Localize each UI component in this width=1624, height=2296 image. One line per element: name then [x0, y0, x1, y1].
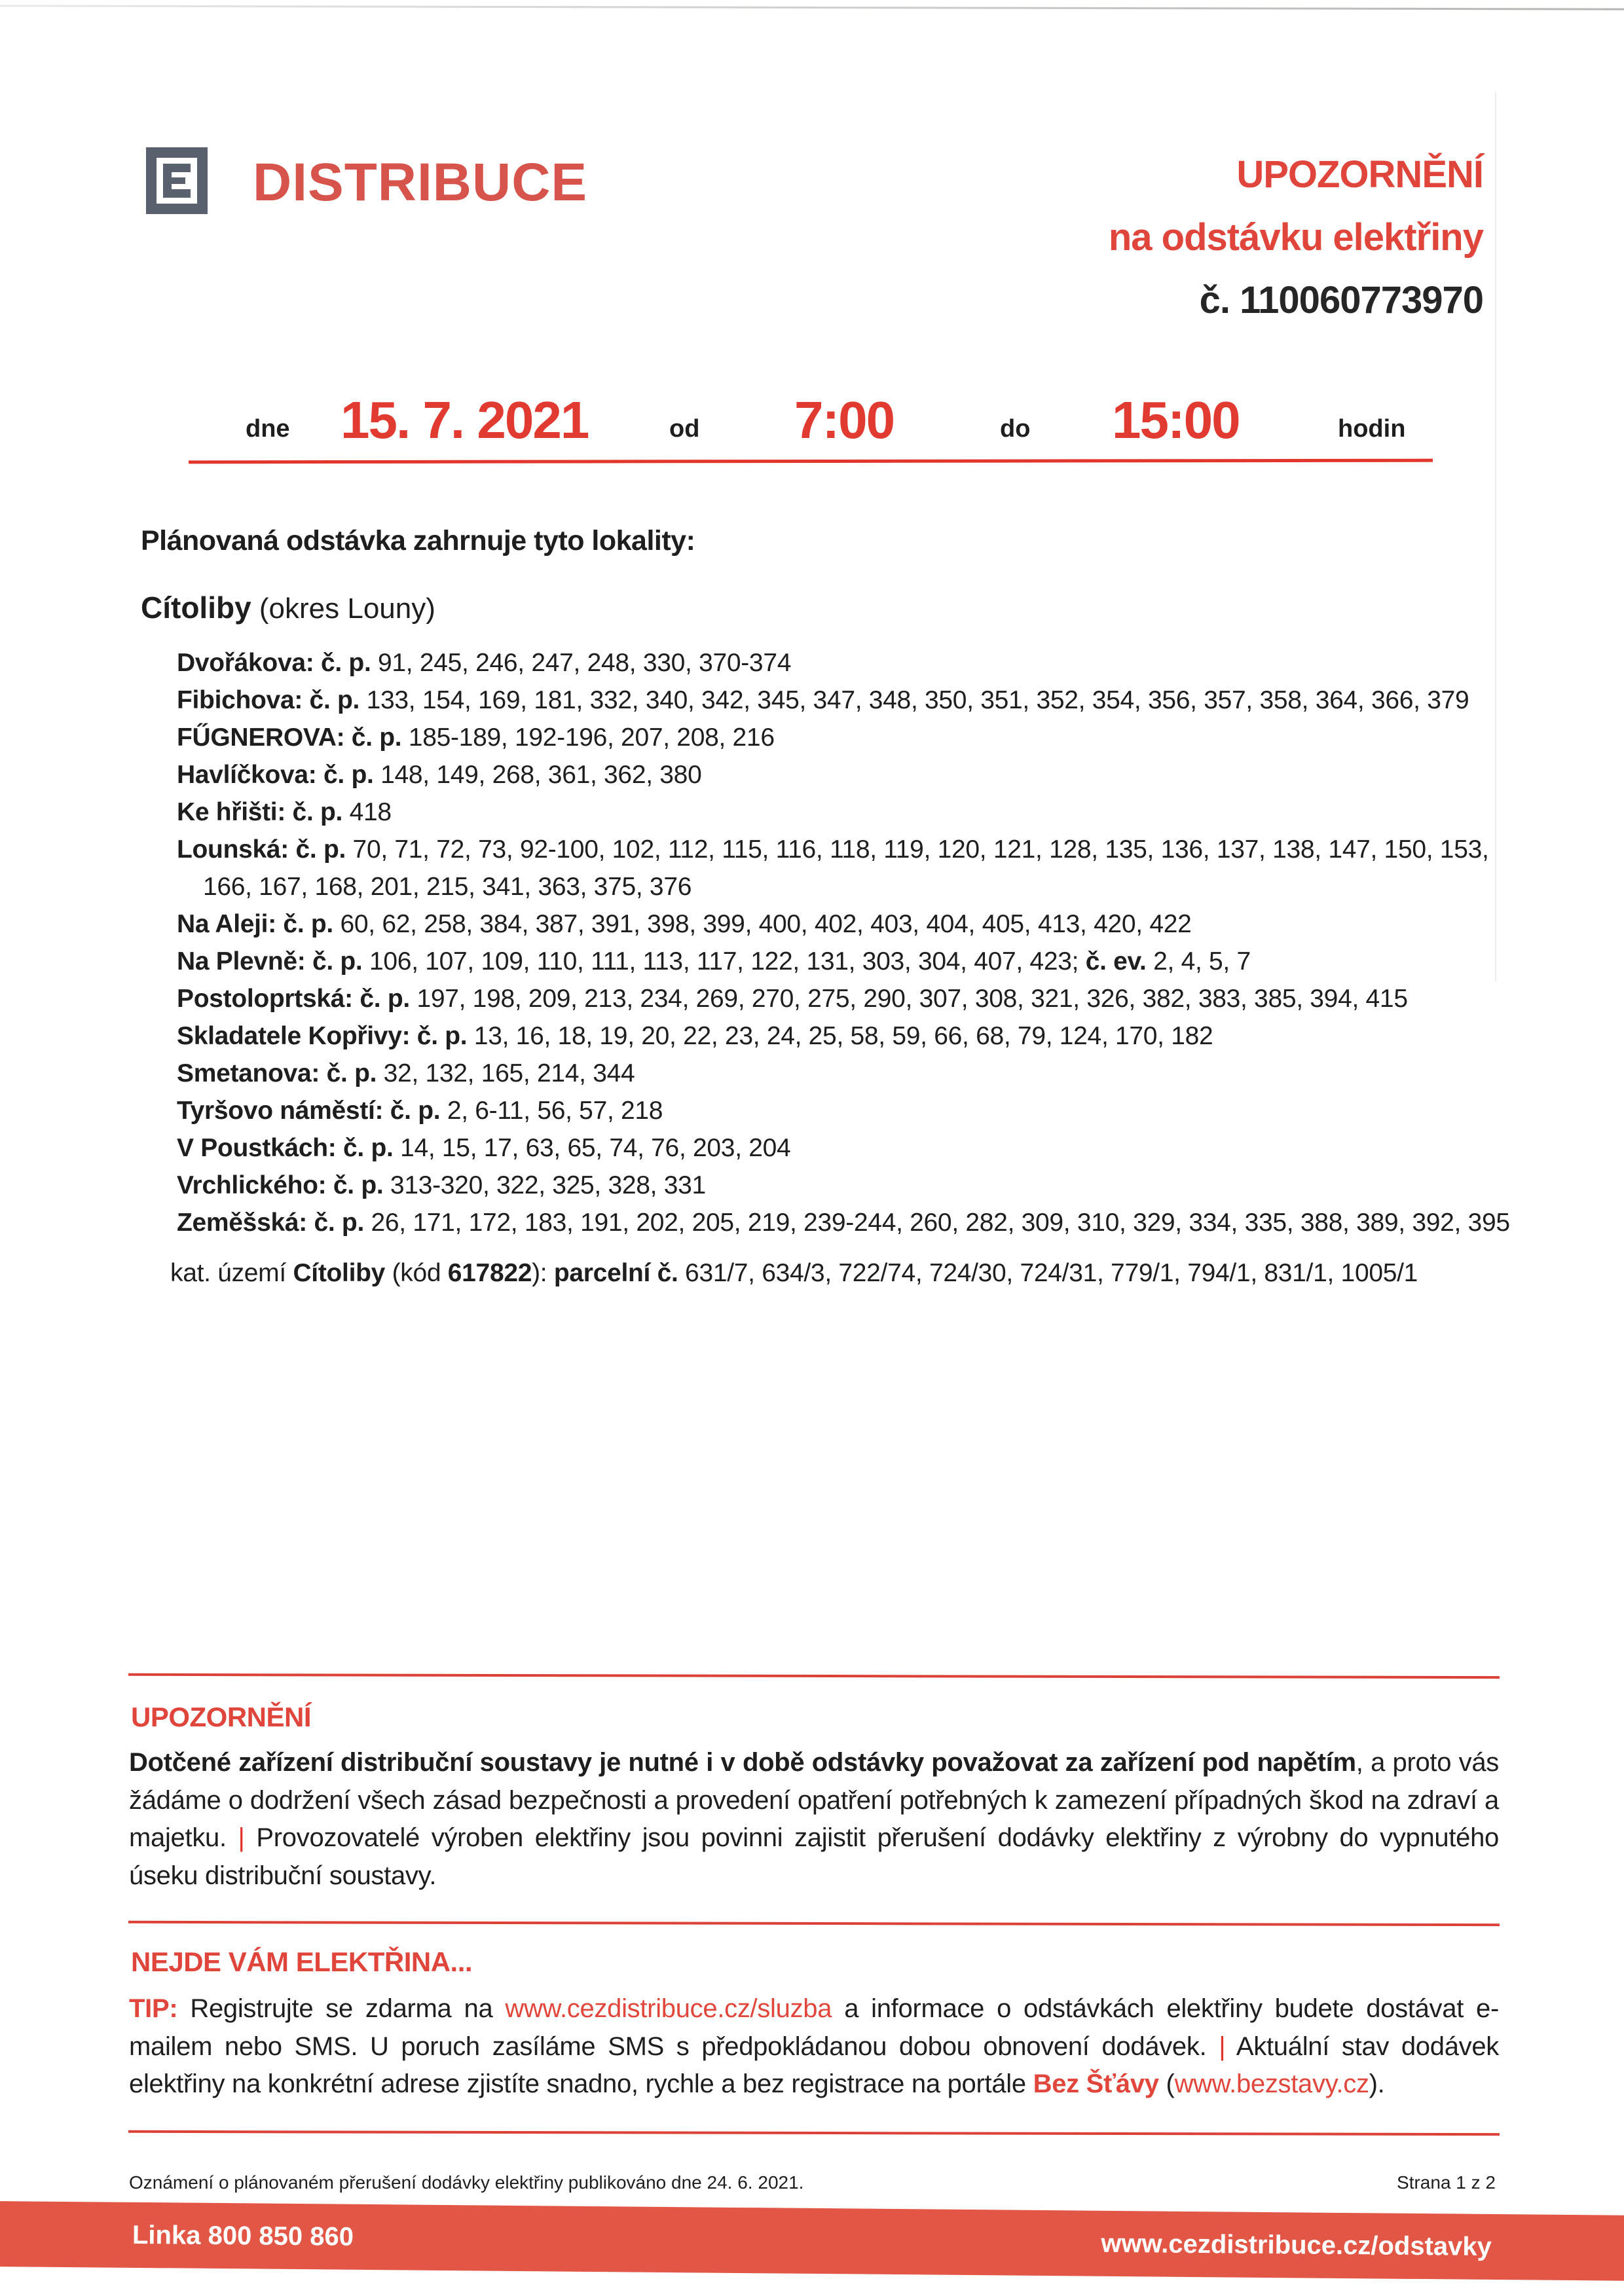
cadastral-parcel-label: parcelní č.: [553, 1259, 678, 1287]
warning-text-1: , a proto vás žádáme o dodržení všech zásad bezpečnosti a provedení opatření potřebných k zamezení případných škod na zdraví a majetku.: [129, 1748, 1499, 1852]
localities-section: [141, 524, 1526, 1292]
street-row: [177, 831, 1513, 905]
street-name: Zeměšská: č. p.: [177, 1209, 364, 1237]
section-divider: [128, 1921, 1500, 1926]
warning-heading: UPOZORNĚNÍ: [131, 1702, 312, 1732]
notice-title: UPOZORNĚNÍ: [1236, 153, 1483, 196]
label-do: do: [1000, 415, 1031, 443]
localities-heading: Plánovaná odstávka zahrnuje tyto lokality:: [141, 525, 695, 556]
publish-note: Oznámení o plánovaném přerušení dodávky elektřiny publikováno dne 24. 6. 2021.: [129, 2172, 804, 2193]
street-row: [177, 980, 1513, 1017]
municipality-name: Cítoliby: [141, 591, 251, 625]
street-numbers: 418: [342, 798, 392, 826]
street-row: [177, 1092, 1513, 1129]
help-heading: NEJDE VÁM ELEKTŘINA...: [131, 1946, 473, 1977]
portal-url: www.bezstavy.cz: [1174, 2069, 1369, 2098]
cadastral-line: [170, 1254, 1526, 1292]
scan-artifact-line: [0, 5, 1624, 10]
time-to: 15:00: [1112, 391, 1240, 449]
street-numbers: 14, 15, 17, 63, 65, 74, 76, 203, 204: [393, 1134, 791, 1162]
street-numbers: 148, 149, 268, 361, 362, 380: [373, 761, 702, 789]
time-from: 7:00: [794, 391, 895, 449]
notice-header: [1109, 143, 1483, 332]
cadastral-municipality: Cítoliby: [293, 1259, 386, 1287]
street-numbers: 313-320, 322, 325, 328, 331: [383, 1171, 706, 1199]
municipality-district: (okres Louny): [251, 592, 435, 625]
street-name: Dvořákova: č. p.: [177, 649, 371, 677]
street-numbers: 70, 71, 72, 73, 92-100, 102, 112, 115, 116, 118, 119, 120, 121, 128, 135, 136, 137, 138, 147, 150, 153, 166, 167, 168, 201, 215, 341, 363, 375, 376: [203, 835, 1489, 901]
cez-logo-inner: [157, 158, 197, 204]
tip-label: TIP:: [129, 1994, 178, 2023]
section-divider: [128, 1673, 1500, 1679]
help-paragraph: [129, 1990, 1499, 2104]
street-name: V Poustkách: č. p.: [177, 1134, 394, 1162]
municipality-line: [141, 589, 1526, 627]
street-row: [177, 1167, 1513, 1204]
warning-paragraph: [129, 1744, 1499, 1895]
street-ev-numbers: 2, 4, 5, 7: [1146, 947, 1251, 975]
warning-text-2: Provozovatelé výroben elektřiny jsou povinni zajistit přerušení dodávky elektřiny z výrobny do vypnutého úseku distribuční soustavy.: [129, 1823, 1499, 1890]
cez-logo-icon: [146, 147, 208, 214]
outage-date: 15. 7. 2021: [341, 391, 589, 449]
street-row: [177, 1055, 1513, 1092]
help-text-4: (: [1158, 2069, 1175, 2098]
street-numbers: 26, 171, 172, 183, 191, 202, 205, 219, 239-244, 260, 282, 309, 310, 329, 334, 335, 388, 389, 392, 395: [363, 1209, 1510, 1237]
street-numbers: 60, 62, 258, 384, 387, 391, 398, 399, 400, 402, 403, 404, 405, 413, 420, 422: [333, 910, 1192, 938]
service-url: www.cezdistribuce.cz/sluzba: [505, 1994, 832, 2023]
street-name: Postoloprtská: č. p.: [177, 985, 410, 1013]
street-name: Tyršovo náměstí: č. p.: [177, 1097, 441, 1125]
cadastral-mid2: ):: [532, 1259, 554, 1287]
street-name: Ke hřišti: č. p.: [177, 798, 343, 826]
street-name: Fibichova: č. p.: [177, 686, 360, 714]
street-numbers: 32, 132, 165, 214, 344: [377, 1059, 635, 1087]
street-name: Skladatele Kopřivy: č. p.: [177, 1022, 468, 1050]
help-text-5: ).: [1369, 2069, 1385, 2098]
street-numbers: 197, 198, 209, 213, 234, 269, 270, 275, 290, 307, 308, 321, 326, 382, 383, 385, 394, 415: [409, 985, 1408, 1013]
street-numbers: 2, 6-11, 56, 57, 218: [440, 1097, 663, 1125]
cez-logo-e-glyph: [163, 164, 191, 198]
street-name: FŰGNEROVA: č. p.: [177, 723, 402, 752]
street-name: Smetanova: č. p.: [177, 1059, 377, 1087]
street-row: [177, 644, 1513, 682]
contact-phone: Linka 800 850 860: [132, 2220, 354, 2251]
help-text-3: Aktuální stav dodávek elektřiny na konkrétní adrese zjistíte snadno, rychle a bez registrace na portále: [129, 2032, 1499, 2098]
notice-subtitle: na odstávku elektřiny: [1108, 216, 1483, 259]
street-row: [177, 905, 1513, 943]
street-row: [177, 1017, 1513, 1055]
red-separator: |: [1219, 2032, 1226, 2061]
street-name: Havlíčkova: č. p.: [177, 761, 374, 789]
help-text-2: a informace o odstávkách elektřiny budete dostávat e-mailem nebo SMS. U poruch zasíláme SMS s předpokládanou dobou obnovení dodávek.: [129, 1994, 1499, 2061]
notice-number: č. 110060773970: [1199, 279, 1483, 321]
street-name: Na Plevně: č. p.: [177, 947, 363, 975]
street-row: [177, 719, 1513, 756]
street-row: [177, 793, 1513, 831]
warning-bold-text: Dotčené zařízení distribuční soustavy je nutné i v době odstávky považovat za zařízení pod napětím: [129, 1748, 1356, 1777]
street-numbers: 13, 16, 18, 19, 20, 22, 23, 24, 25, 58, 59, 66, 68, 79, 124, 170, 182: [467, 1022, 1213, 1050]
cadastral-prefix: kat. území: [170, 1259, 293, 1287]
street-numbers: 133, 154, 169, 181, 332, 340, 342, 345, 347, 348, 350, 351, 352, 354, 356, 357, 358, 364, 366, 379: [360, 686, 1469, 714]
street-row: [177, 943, 1513, 980]
brand-wordmark: DISTRIBUCE: [253, 153, 588, 212]
street-row: [177, 756, 1513, 793]
street-numbers: 106, 107, 109, 110, 111, 113, 117, 122, 131, 303, 304, 407, 423;: [362, 947, 1086, 975]
label-hodin: hodin: [1338, 415, 1406, 443]
label-dne: dne: [246, 415, 290, 443]
footer-bar: [0, 2201, 1624, 2281]
street-row: [177, 682, 1513, 719]
street-row: [177, 1129, 1513, 1167]
cadastral-numbers: 631/7, 634/3, 722/74, 724/30, 724/31, 779/1, 794/1, 831/1, 1005/1: [678, 1259, 1418, 1287]
date-underline: [189, 459, 1433, 464]
page-indicator: Strana 1 z 2: [1397, 2172, 1496, 2193]
street-ev-label: č. ev.: [1085, 947, 1147, 975]
help-text-1: Registrujte se zdarma na: [177, 1994, 506, 2023]
street-numbers: 185-189, 192-196, 207, 208, 216: [401, 723, 775, 752]
street-numbers: 91, 245, 246, 247, 248, 330, 370-374: [371, 649, 792, 677]
street-name: Lounská: č. p.: [177, 835, 346, 864]
section-divider: [128, 2130, 1500, 2136]
outages-website: www.cezdistribuce.cz/odstavky: [1101, 2229, 1492, 2261]
street-name: Vrchlického: č. p.: [177, 1171, 384, 1199]
cadastral-code: 617822: [447, 1259, 532, 1287]
cadastral-mid1: (kód: [385, 1259, 448, 1287]
portal-name: Bez Šťávy: [1033, 2069, 1159, 2098]
red-separator: |: [238, 1823, 245, 1852]
street-name: Na Aleji: č. p.: [177, 910, 333, 938]
label-od: od: [669, 415, 700, 443]
street-row: [177, 1204, 1513, 1241]
